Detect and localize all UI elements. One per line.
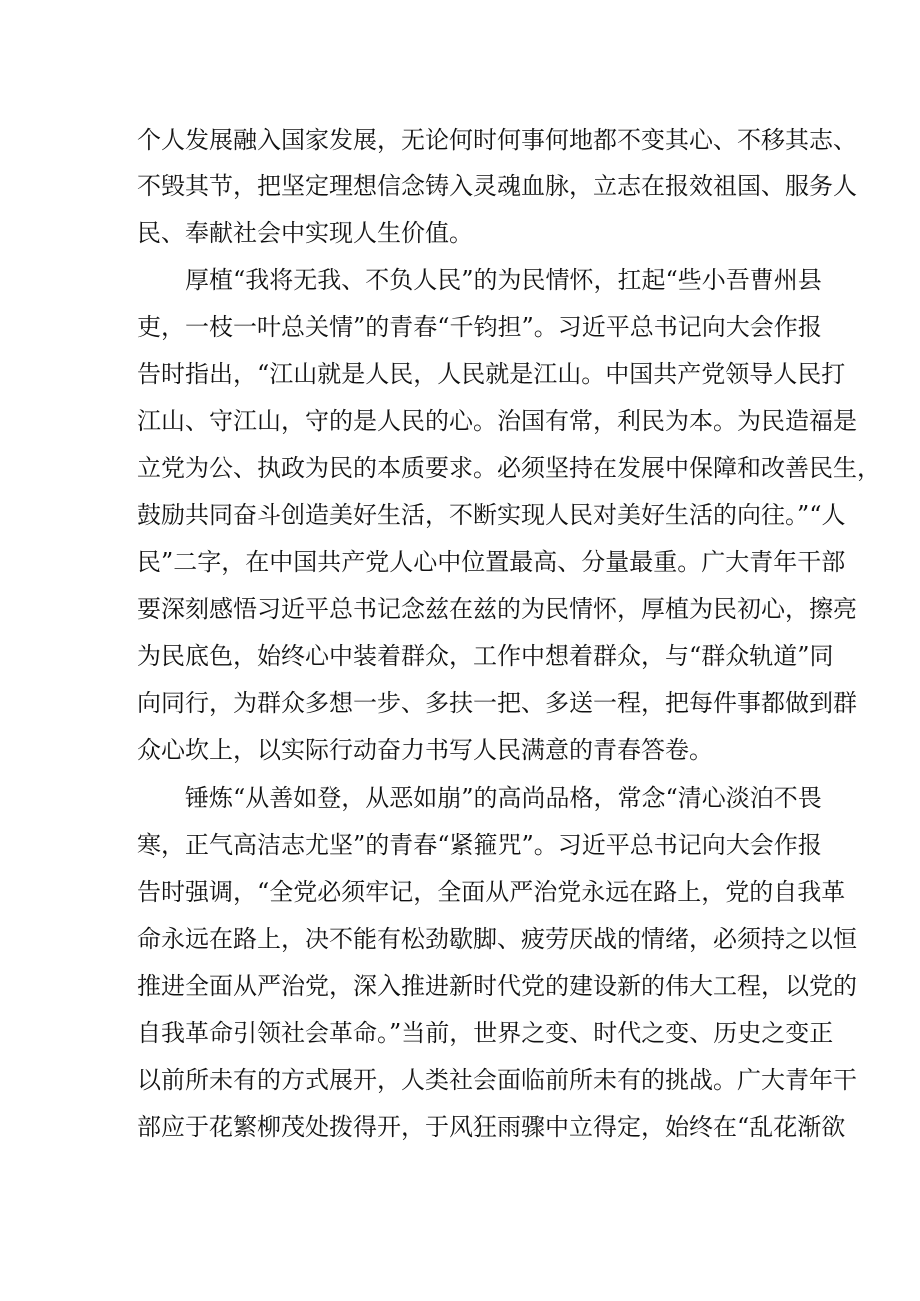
text-line: 为民底色，始终心中装着群众，工作中想着群众，与“群众轨道”同 xyxy=(137,642,834,670)
text-line: 命永远在路上，决不能有松劲歇脚、疲劳厌战的情绪，必须持之以恒 xyxy=(137,925,857,953)
text-line: 告时强调，“全党必须牢记，全面从严治党永远在路上，党的自我革 xyxy=(137,878,846,906)
text-line: 要深刻感悟习近平总书记念兹在兹的为民情怀，厚植为民初心，擦亮 xyxy=(137,595,857,623)
text-line: 个人发展融入国家发展，无论何时何事何地都不变其心、不移其志、 xyxy=(137,126,857,154)
text-line: 厚植“我将无我、不负人民”的为民情怀，扛起“些小吾曹州县 xyxy=(185,266,822,294)
text-line: 告时指出，“江山就是人民，人民就是江山。中国共产党领导人民打 xyxy=(137,360,846,388)
text-line: 以前所未有的方式展开，人类社会面临前所未有的挑战。广大青年干 xyxy=(137,1066,857,1094)
text-line: 推进全面从严治党，深入推进新时代党的建设新的伟大工程，以党的 xyxy=(137,972,857,1000)
text-line: 众心坎上，以实际行动奋力书写人民满意的青春答卷。 xyxy=(137,736,713,764)
text-line: 鼓励共同奋斗创造美好生活，不断实现人民对美好生活的向往。”“人 xyxy=(137,501,846,529)
text-line: 吏，一枝一叶总关情”的青春“千钧担”。习近平总书记向大会作报 xyxy=(137,313,822,341)
text-line: 锤炼“从善如登，从恶如崩”的高尚品格，常念“清心淡泊不畏 xyxy=(185,784,822,812)
text-line: 向同行，为群众多想一步、多扶一把、多送一程，把每件事都做到群 xyxy=(137,689,857,717)
text-line: 民、奉献社会中实现人生价值。 xyxy=(137,219,473,247)
text-line: 寒，正气高洁志尤坚”的青春“紧箍咒”。习近平总书记向大会作报 xyxy=(137,831,822,859)
text-line: 部应于花繁柳茂处拨得开，于风狂雨骤中立得定，始终在“乱花渐欲 xyxy=(137,1113,846,1141)
text-line: 不毁其节，把坚定理想信念铸入灵魂血脉，立志在报效祖国、服务人 xyxy=(137,172,857,200)
text-line: 民”二字，在中国共产党人心中位置最高、分量最重。广大青年干部 xyxy=(137,548,846,576)
text-line: 自我革命引领社会革命。”当前，世界之变、时代之变、历史之变正 xyxy=(137,1019,834,1047)
text-line: 江山、守江山，守的是人民的心。治国有常，利民为本。为民造福是 xyxy=(137,407,857,435)
text-line: 立党为公、执政为民的本质要求。必须坚持在发展中保障和改善民生， xyxy=(137,454,881,482)
